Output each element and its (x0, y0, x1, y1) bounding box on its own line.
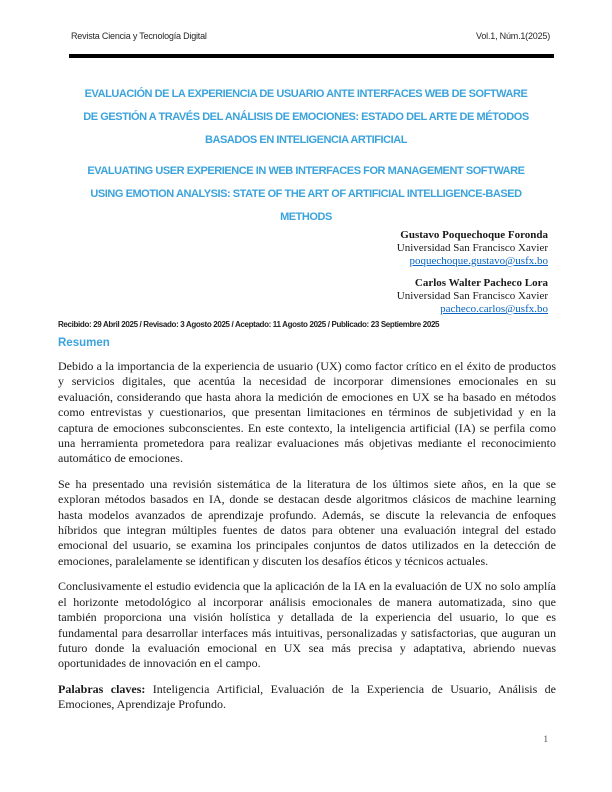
title-en-line-3: METHODS (280, 211, 332, 223)
abstract-paragraph-2: Se ha presentado una revisión sistemática de la literatura de los últimos siete años, en la que se exploran métodos basados en IA, donde se destacan desde algoritmos clásicos de machine learning hasta modelos avanzados de aprendizaje profundo. Además, se discute la relevancia de enfoques híbridos que integran múltiples fuentes de datos para obtener una evaluación integral del estado emocional del usuario, se examina los principales conjuntos de datos utilizados en la detección de emociones, paralelamente se identifican y discuten los desafíos éticos y técnicos actuales. (58, 476, 556, 568)
author-email-link[interactable]: poquechoque.gustavo@usfx.bo (409, 255, 548, 267)
author-name: Gustavo Poquechoque Foronda (400, 229, 548, 241)
keywords-line (58, 682, 556, 713)
keywords-label: Palabras claves: (58, 681, 146, 696)
title-es-line-3: BASADOS EN INTELIGENCIA ARTIFICIAL (204, 134, 408, 146)
author-affiliation: Universidad San Francisco Xavier (396, 242, 548, 254)
article-title-english (0, 160, 612, 229)
title-es-line-1: EVALUACIÓN DE LA EXPERIENCIA DE USUARIO ANTE INTERFACES WEB DE SOFTWARE (84, 88, 528, 100)
article-title-spanish (0, 83, 612, 152)
author-name: Carlos Walter Pacheco Lora (414, 277, 548, 289)
author-affiliation: Universidad San Francisco Xavier (396, 290, 548, 302)
author-entry-2 (0, 277, 548, 316)
authors-block (0, 229, 548, 316)
author-entry-1 (0, 229, 548, 268)
author-email-link[interactable]: pacheco.carlos@usfx.bo (440, 303, 548, 315)
title-es-line-2: DE GESTIÓN A TRAVÉS DEL ANÁLISIS DE EMOCIONES: ESTADO DEL ARTE DE MÉTODOS (83, 111, 529, 123)
abstract-heading: Resumen (58, 337, 110, 349)
title-en-line-1: EVALUATING USER EXPERIENCE IN WEB INTERFACES FOR MANAGEMENT SOFTWARE (87, 165, 525, 177)
issue-info: Vol.1, Núm.1(2025) (476, 31, 550, 41)
abstract-paragraph-1: Debido a la importancia de la experiencia de usuario (UX) como factor crítico en el éxito de productos y servicios digitales, que acentúa la necesidad de incorporar dimensiones emocionales en su evaluación, considerando que hasta ahora la medición de emociones en UX se ha basado en métodos como entrevistas y cuestionarios, que presentan limitaciones en términos de subjetividad y en la captura de emociones subconscientes. En este contexto, la inteligencia artificial (IA) se perfila como una herramienta prometedora para realizar evaluaciones más objetivas mediante el reconocimiento automático de emociones. (58, 359, 556, 466)
page-number: 1 (543, 734, 548, 744)
keywords-text: Inteligencia Artificial, Evaluación de la Experiencia de Usuario, Análisis de Emociones, Aprendizaje Profundo. (58, 681, 556, 712)
submission-dates-line: Recibido: 29 Abril 2025 / Revisado: 3 Agosto 2025 / Aceptado: 11 Agosto 2025 / Publicado: 23 Septiembre 2025 (58, 320, 440, 329)
abstract-paragraph-3: Conclusivamente el estudio evidencia que la aplicación de la IA en la evaluación de UX no solo amplía el horizonte metodológico al incorporar análisis emocionales de manera automatizada, sino que también proporciona una visión holística y detallada de la experiencia del usuario, lo que es fundamental para desarrollar interfaces más intuitivas, personalizadas y satisfactorias, que auguran un futuro donde la evaluación emocional en UX sea más precisa y adaptativa, abriendo nuevas oportunidades de innovación en el campo. (58, 579, 556, 671)
title-en-line-2: USING EMOTION ANALYSIS: STATE OF THE ART OF ARTIFICIAL INTELLIGENCE-BASED (90, 188, 522, 200)
journal-header (71, 31, 550, 41)
journal-name: Revista Ciencia y Tecnología Digital (71, 31, 207, 41)
header-divider (69, 54, 554, 58)
